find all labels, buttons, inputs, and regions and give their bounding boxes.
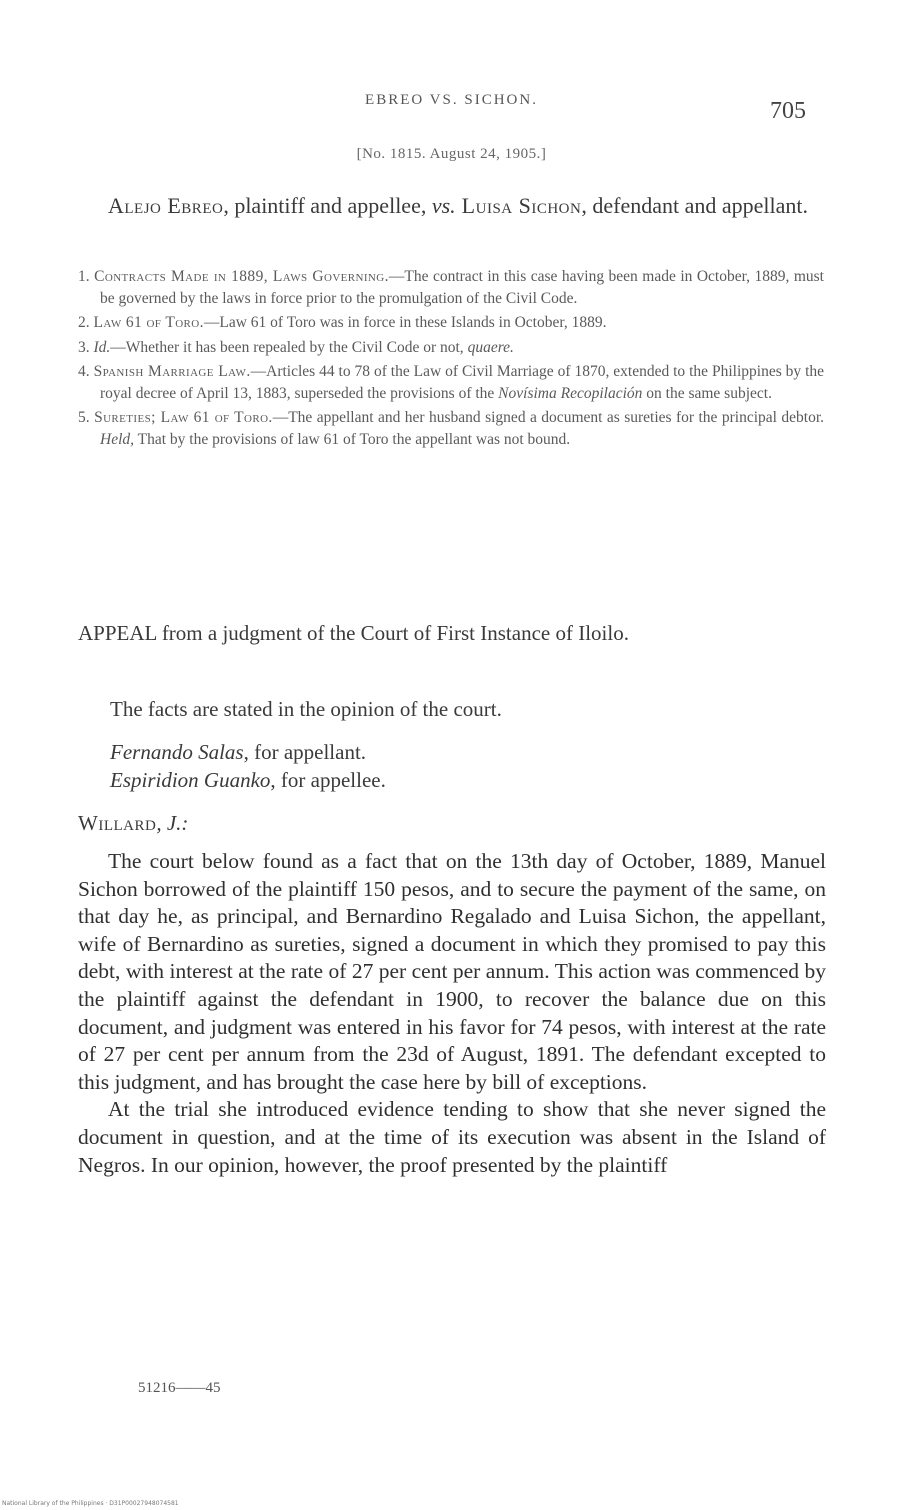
scan-credit: National Library of the Philippines · D31P00027948074581 (2, 1500, 179, 1507)
syllabus-number: 4. (78, 363, 90, 380)
judge-line (78, 811, 188, 836)
appellant-counsel-role: , for appellant. (243, 740, 367, 764)
syllabus-text-after: on the same subject. (642, 384, 772, 402)
syllabus-italic: Novísima Recopilación (498, 384, 643, 402)
syllabus (78, 266, 824, 453)
opinion-body (78, 848, 826, 1179)
appeal-line: APPEAL from a judgment of the Court of First Instance of Iloilo. (78, 621, 629, 645)
syllabus-text-after: That by the provisions of law 61 of Toro the appellant was not bound. (134, 430, 571, 448)
syllabus-text: —Articles 44 to 78 of the Law of Civil Marriage of 1870, extended to the Philippines by the royal decree of April 13, 1883, superseded the provisions of the (100, 363, 825, 402)
syllabus-heading: Sureties; Law 61 of Toro. (94, 409, 273, 426)
judge-title: , J.: (156, 811, 189, 835)
counsel-block (110, 738, 826, 794)
syllabus-text: —Whether it has been repealed by the Civil Code or not, (110, 338, 468, 356)
syllabus-italic: quaere. (467, 338, 514, 356)
defendant-role: , defendant and appellant. (581, 193, 808, 218)
printer-signature: 51216——45 (138, 1380, 221, 1396)
versus: vs. (431, 193, 456, 218)
defendant-name: Luisa Sichon (455, 193, 582, 218)
syllabus-heading: Spanish Marriage Law. (93, 363, 251, 380)
syllabus-heading: Id. (93, 338, 111, 356)
syllabus-italic: Held, (100, 430, 135, 448)
syllabus-item (78, 407, 824, 450)
appellee-counsel-role: , for appellee. (270, 768, 386, 792)
appellee-counsel-name: Espiridion Guanko (110, 768, 271, 792)
judge-name: Willard (78, 811, 157, 835)
syllabus-item (78, 312, 824, 334)
syllabus-text: —The contract in this case having been made in October, 1889, must be governed by the laws in force prior to the promulgation of the Civil Code. (100, 268, 824, 307)
syllabus-item (78, 266, 824, 309)
syllabus-number: 1. (78, 268, 90, 285)
running-head: EBREO VS. SICHON. (365, 92, 538, 108)
plaintiff-name: Alejo Ebreo (107, 193, 224, 218)
syllabus-item (78, 337, 824, 359)
case-title (88, 192, 828, 220)
plaintiff-role: , plaintiff and appellee, (223, 193, 432, 218)
syllabus-number: 2. (78, 314, 90, 331)
docket-line: [No. 1815. August 24, 1905.] (356, 146, 547, 162)
syllabus-item (78, 361, 824, 404)
counsel-appellant (110, 738, 826, 766)
syllabus-heading: Contracts Made in 1889, Laws Governing. (94, 268, 389, 285)
appellant-counsel-name: Fernando Salas (110, 740, 244, 764)
syllabus-text: —The appellant and her husband signed a document as sureties for the principal debtor. (272, 409, 824, 426)
page-number: 705 (770, 98, 806, 124)
facts-line: The facts are stated in the opinion of the court. (110, 697, 502, 721)
opinion-paragraph: The court below found as a fact that on the 13th day of October, 1889, Manuel Sichon borrowed of the plaintiff 150 pesos, and to secure the payment of the same, on that day he, as principal, and Bernardino Regalado and Luisa Sichon, the appellant, wife of Bernardino as sureties, signed a document in which they promised to pay this debt, with interest at the rate of 27 per cent per annum. This action was commenced by the plaintiff against the defendant in 1900, to recover the balance due on this document, and judgment was entered in his favor for 74 pesos, with interest at the rate of 27 per cent per annum from the 23d of August, 1891. The defendant excepted to this judgment, and has brought the case here by bill of exceptions. (78, 849, 826, 1094)
opinion-paragraph: At the trial she introduced evidence tending to show that she never signed the document in question, and at the time of its execution was absent in the Island of Negros. In our opinion, however, the proof presented by the plaintiff (78, 1097, 826, 1177)
syllabus-text: —Law 61 of Toro was in force in these Islands in October, 1889. (203, 314, 607, 331)
counsel-appellee (110, 766, 826, 794)
syllabus-number: 5. (78, 409, 90, 426)
syllabus-heading: Law 61 of Toro. (93, 314, 204, 331)
syllabus-number: 3. (78, 338, 90, 356)
